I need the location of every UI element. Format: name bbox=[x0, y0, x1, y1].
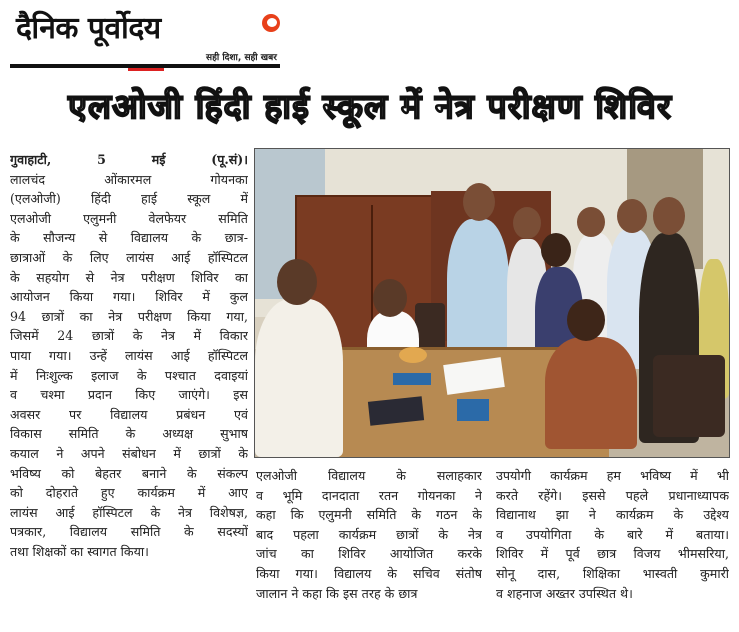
article-line: (एलओजी) हिंदी हाई स्कूल में bbox=[10, 191, 248, 207]
article-line: व भूमि दानदाता रतन गोयनका ने bbox=[256, 487, 482, 503]
article-line: विकास समिति के अध्यक्ष सुभाष bbox=[10, 426, 248, 442]
logo-dot-icon bbox=[262, 14, 280, 32]
article-line: में निःशुल्क इलाज के पश्चात दवाइयां bbox=[10, 367, 248, 383]
article-line: शिविर में पूर्व छात्र विजय भीमसरिया, bbox=[496, 546, 729, 562]
article-line: को दोहराते हुए कार्यक्रम में आए bbox=[10, 485, 248, 501]
article-line: गुवाहाटी, 5 मई (पू.सं)। bbox=[10, 152, 248, 167]
article-line: पाया गया। उन्हें लायंस आई हॉस्पिटल bbox=[10, 347, 248, 363]
article-line: एलओजी विद्यालय के सलाहकार bbox=[256, 468, 482, 483]
article-line: जांच का शिविर आयोजित करके bbox=[256, 546, 482, 562]
article-line: छात्राओं के लिए लायंस आई हॉस्पिटल bbox=[10, 249, 248, 265]
article-line: आयोजन किया गया। शिविर में कुल bbox=[10, 289, 248, 305]
article-line: पत्रकार, विद्यालय समिति के सदस्यों bbox=[10, 524, 248, 540]
article-line: तथा शिक्षकों का स्वागत किया। bbox=[10, 543, 149, 559]
article-line: उपयोगी कार्यक्रम हम भविष्य में भी bbox=[496, 468, 729, 483]
masthead bbox=[10, 4, 286, 72]
masthead-rule-accent bbox=[128, 68, 164, 71]
article-headline: एलओजी हिंदी हाई स्कूल में नेत्र परीक्षण शिविर bbox=[68, 87, 672, 127]
article-line: जिसमें 24 छात्रों के नेत्र में विकार bbox=[10, 328, 248, 344]
article-line: किया गया। विद्यालय के सचिव संतोष bbox=[256, 565, 482, 581]
article-line: करते रहेंगे। इससे पहले प्रधानाध्यापक bbox=[496, 487, 729, 503]
newspaper-tagline: सही दिशा, सही खबर bbox=[206, 53, 277, 63]
article-line: अवसर पर विद्यालय प्रबंधन एवं bbox=[10, 406, 248, 422]
article-column-2 bbox=[256, 466, 482, 626]
article-line: कयाल ने अपने संबोधन में छात्रों के bbox=[10, 445, 248, 461]
article-line: लायंस आई हॉस्पिटल के नेत्र विशेषज्ञ, bbox=[10, 504, 248, 520]
article-line: व उपयोगिता के बारे में बताया। bbox=[496, 526, 729, 542]
article-line: विद्यानाथ झा ने कार्यक्रम के उद्देश्य bbox=[496, 507, 729, 523]
article-line: भविष्य को बेहतर बनाने के संकल्प bbox=[10, 465, 248, 481]
article-line: के सहयोग से नेत्र परीक्षण शिविर का bbox=[10, 269, 248, 285]
newspaper-name: दैनिक पूर्वोदय bbox=[16, 11, 161, 46]
article-line: लालचंद ओंकारमल गोयनका bbox=[10, 171, 248, 187]
article-column-3 bbox=[496, 466, 729, 626]
article-line: एलओजी एलुमनी वेलफेयर समिति bbox=[10, 210, 248, 226]
article-line: सोनू दास, शिक्षिका भास्वती कुमारी bbox=[496, 565, 729, 581]
article-line: 94 छात्रों का नेत्र परीक्षण किया गया, bbox=[10, 308, 248, 324]
article-line: के सौजन्य से विद्यालय के छात्र- bbox=[10, 230, 248, 246]
article-photo bbox=[254, 148, 730, 458]
article-column-1 bbox=[10, 150, 248, 625]
article-line: व चश्मा प्रदान किए जाएंगे। इस bbox=[10, 387, 248, 403]
article-line: जालान ने कहा कि इस तरह के छात्र bbox=[256, 585, 418, 601]
article-line: बाद पहला कार्यक्रम छात्रों के नेत्र bbox=[256, 526, 482, 542]
article-line: व शहनाज अख्तर उपस्थित थे। bbox=[496, 585, 633, 601]
article-line: कहा कि एलुमनी समिति के गठन के bbox=[256, 507, 482, 523]
